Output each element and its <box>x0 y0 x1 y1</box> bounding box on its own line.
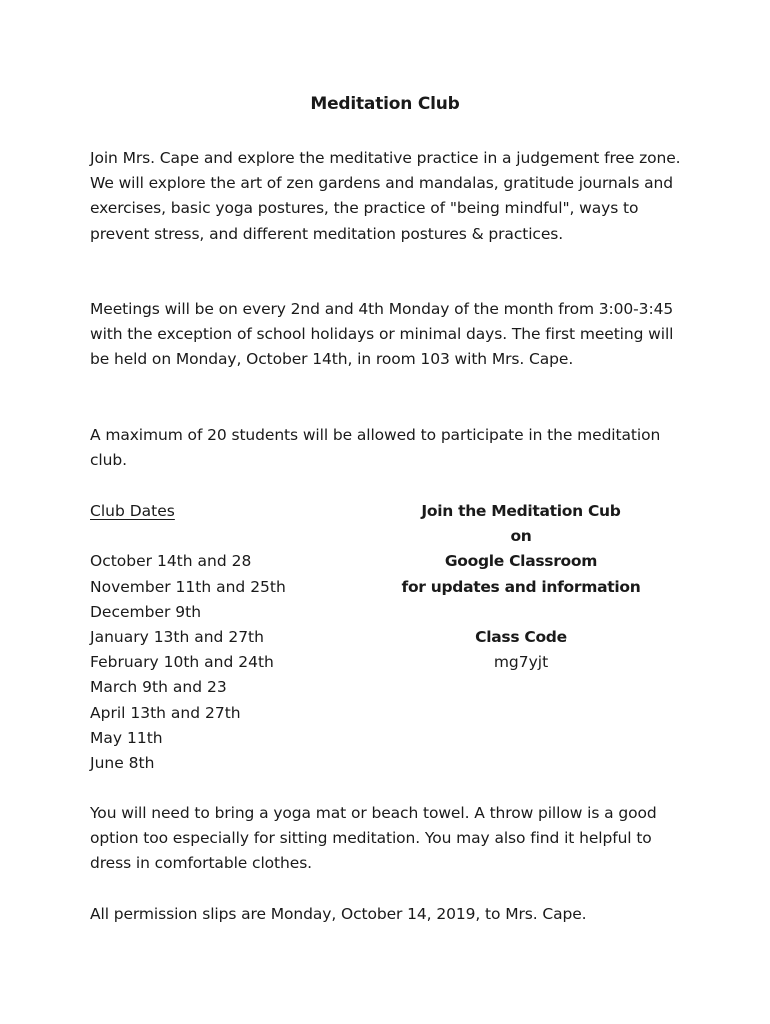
club-date-item: June 8th <box>90 754 155 773</box>
meetings-paragraph <box>90 297 682 373</box>
club-date-item: March 9th and 23 <box>90 678 227 697</box>
join-line: on <box>510 527 532 546</box>
club-date-item: April 13th and 27th <box>90 703 241 722</box>
page-title: Meditation Club <box>310 94 460 114</box>
supplies-text: You will need to bring a yoga mat or beach towel. A throw pillow is a good option too especially for sitting meditation. You may also find it helpful to dress in comfortable clothes. <box>90 804 657 873</box>
join-line: Join the Meditation Cub <box>421 502 621 520</box>
club-dates-heading: Club Dates <box>90 502 175 520</box>
spacer <box>90 524 350 549</box>
join-line: Google Classroom <box>444 552 598 571</box>
club-dates-list <box>90 499 350 776</box>
google-classroom-info <box>380 499 662 675</box>
class-code-value: mg7yjt <box>493 653 549 672</box>
permission-text: All permission slips are Monday, October 14, 2019, to Mrs. Cape. <box>90 905 587 923</box>
club-date-item: December 9th <box>90 602 202 621</box>
permission-paragraph <box>90 902 682 927</box>
club-date-item: May 11th <box>90 728 163 747</box>
meetings-text: Meetings will be on every 2nd and 4th Monday of the month from 3:00-3:45 with the exception of school holidays or minimal days. The first meeting will be held on Monday, October 14th, in room 103 with Mrs. Cape. <box>90 300 674 369</box>
class-code-label: Class Code <box>475 628 567 646</box>
intro-text: Join Mrs. Cape and explore the meditative practice in a judgement free zone. We will explore the art of zen gardens and mandalas, gratitude journals and exercises, basic yoga postures, the practice of "being mindful", ways to prevent stress, and different meditation postures & practices. <box>90 149 681 243</box>
supplies-paragraph <box>90 801 682 877</box>
club-date-item: October 14th and 28 <box>90 552 252 571</box>
club-date-item: February 10th and 24th <box>90 653 274 672</box>
maximum-text: A maximum of 20 students will be allowed to participate in the meditation club. <box>90 426 661 470</box>
join-line: for updates and information <box>401 577 641 596</box>
club-date-item: November 11th and 25th <box>90 577 286 596</box>
club-date-item: January 13th and 27th <box>90 628 264 646</box>
maximum-paragraph <box>90 423 682 473</box>
intro-paragraph <box>90 146 682 247</box>
spacer <box>380 600 662 625</box>
